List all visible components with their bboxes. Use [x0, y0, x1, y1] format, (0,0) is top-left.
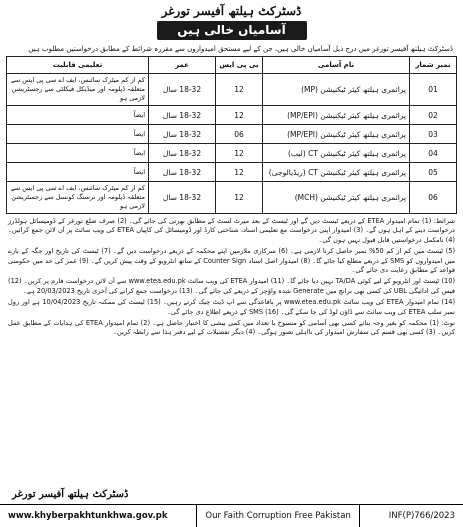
row-age: 18-32 سال — [149, 125, 216, 144]
row-qualification: ایضاً — [7, 106, 149, 125]
col-qualification: تعلیمی قابلیت — [7, 57, 149, 74]
row-bps: 12 — [216, 106, 263, 125]
row-age: 18-32 سال — [149, 182, 216, 214]
row-post: پرائمری ہیلتھ کیئر ٹیکنیشن (MCH) — [263, 182, 410, 214]
table-row — [7, 106, 457, 125]
row-qualification: ایضاً — [7, 163, 149, 182]
row-age: 18-32 سال — [149, 74, 216, 106]
header — [0, 0, 463, 40]
condition-paragraph: شرائط: (1) تمام امیدوار ETEA کے ذریعے ٹیسٹ دیں گے اور ٹیسٹ کے بعد میرٹ لسٹ کے مطابق بھرتی کی جائے گی۔ (2) صرف ضلع تورغر کے ڈومیسائل ہولڈرز درخواست دینے کے اہل ہوں گے۔ (3) امیدوار اپنی درخواست مع تعلیمی اسناد، شناختی کارڈ اور ڈومیسائل کی کاپیاں ETEA کی ویب سائٹ پر آن لائن جمع کرائیں۔ (4) نامکمل درخواستیں قابل قبول نہیں ہوں گی۔ — [8, 217, 456, 244]
row-post: پرائمری ہیلتھ کیئر ٹیکنیشن (MP/EPI) — [263, 125, 410, 144]
row-age: 18-32 سال — [149, 106, 216, 125]
row-age: 18-32 سال — [149, 163, 216, 182]
vacancies-banner: آسامیاں خالی ہیں — [157, 21, 307, 40]
row-number: 01 — [410, 74, 457, 106]
condition-paragraph: (14) تمام امیدوار ETEA کی ویب سائٹ www.etea.edu.pk پر باقاعدگی سے اپ ڈیٹ چیک کرتے رہیں۔ (15) ٹیسٹ کی ممکنہ تاریخ 10/04/2023 ہے اور رول نمبر سلپ ETEA کی ویب سائٹ سے ڈاؤن لوڈ کی جا سکے گی۔ (16) SMS کے ذریعے اطلاع دی جائے گی۔ — [8, 298, 456, 316]
row-bps: 12 — [216, 163, 263, 182]
row-age: 18-32 سال — [149, 144, 216, 163]
terms-and-conditions — [0, 214, 463, 469]
row-qualification: کم از کم میٹرک سائنس، ایف اے سی پی ایس سے متعلقہ ڈپلومہ اور نرسنگ کونسل سے رجسٹریشن لازمی ہو — [7, 182, 149, 214]
col-bps: بی پی ایس — [216, 57, 263, 74]
row-qualification: کم از کم میٹرک سائنس، ایف اے سی پی ایس سے متعلقہ ڈپلومہ اور میڈیکل فیکلٹی سے رجسٹریشن لازمی ہو — [7, 74, 149, 106]
vacancy-table — [6, 56, 457, 214]
row-bps: 06 — [216, 125, 263, 144]
col-age: عمر — [149, 57, 216, 74]
row-post: پرائمری ہیلتھ کیئر ٹیکنیشن (MP) — [263, 74, 410, 106]
footer-website: www.khyberpakhtunkhwa.gov.pk — [8, 511, 168, 521]
row-qualification: ایضاً — [7, 144, 149, 163]
condition-paragraph: (5) ٹیسٹ میں کم از کم 50% نمبر حاصل کرنا لازمی ہے۔ (6) سرکاری ملازمین اپنے محکمہ کے ذریعے درخواست دیں گے۔ (7) ٹیسٹ کی تاریخ اور جگہ کے بارے میں امیدواروں کو SMS کے ذریعے مطلع کیا جائے گا۔ (8) امیدوار اصل اسناد Counter Sign کے ساتھ انٹرویو کے وقت پیش کریں گے۔ (9) عمر کی حد میں حکومتی قواعد کے مطابق رعایت دی جائے گی۔ — [8, 247, 456, 275]
table-header-row — [7, 57, 457, 74]
row-number: 06 — [410, 182, 457, 214]
office-title: ڈسٹرکٹ ہیلتھ آفیسر تورغر — [161, 4, 302, 18]
row-post: پرائمری ہیلتھ کیئر ٹیکنیشن CT (لیب) — [263, 144, 410, 163]
row-number: 05 — [410, 163, 457, 182]
notes-paragraph: نوٹ: (1) محکمہ کو بغیر وجہ بتائے کسی بھی آسامی کو منسوخ یا تعداد میں کمی بیشی کا اختیار حاصل ہے۔ (2) تمام امیدوار ETEA کی ہدایات کے مطابق عمل کریں۔ (3) کسی بھی قسم کی سفارش امیدوار کی نااہلی تصور ہوگی۔ (4) دیگر تفصیلات کے لیے دفتر ہذا سے رابطہ کریں۔ — [8, 319, 455, 337]
table-row — [7, 182, 457, 214]
table-row — [7, 144, 457, 163]
intro-text: ڈسٹرکٹ ہیلتھ آفیسر تورغر میں درج ذیل آسامیاں خالی ہیں، جن کے لیے مستحق امیدواروں سے مقررہ شرائط کے مطابق درخواستیں مطلوب ہیں — [28, 45, 453, 53]
row-bps: 12 — [216, 182, 263, 214]
row-number: 02 — [410, 106, 457, 125]
row-bps: 12 — [216, 144, 263, 163]
footer-motto: Our Faith Corruption Free Pakistan — [196, 505, 359, 527]
row-post: پرائمری ہیلتھ کیئر ٹیکنیشن CT (ریڈیالوجی) — [263, 163, 410, 182]
row-number: 04 — [410, 144, 457, 163]
footer-reference: INF(P)766/2023 — [388, 511, 455, 521]
table-row — [7, 74, 457, 106]
row-number: 03 — [410, 125, 457, 144]
row-post: پرائمری ہیلتھ کیئر ٹیکنیشن (MP/EPI) — [263, 106, 410, 125]
row-bps: 12 — [216, 74, 263, 106]
col-post: نام آسامی — [263, 57, 410, 74]
footer — [0, 504, 463, 527]
col-serial: نمبر شمار — [410, 57, 457, 74]
table-row — [7, 163, 457, 182]
signature-block: ڈسٹرکٹ ہیلتھ آفیسر تورغر — [12, 489, 129, 500]
condition-paragraph: (10) ٹیسٹ اور انٹرویو کے لیے کوئی TA/DA نہیں دیا جائے گا۔ (11) امیدوار ETEA کی ویب سائٹ www.etea.edu.pk سے آن لائن درخواست فارم پر کریں۔ (12) فیس کی ادائیگی UBL کی کسی بھی برانچ میں Generate شدہ واؤچر کے ذریعے کی جائے گی۔ (13) درخواست جمع کرانے کی آخری تاریخ 20/03/2023 ہے۔ — [8, 277, 456, 295]
row-qualification: ایضاً — [7, 125, 149, 144]
table-row — [7, 125, 457, 144]
